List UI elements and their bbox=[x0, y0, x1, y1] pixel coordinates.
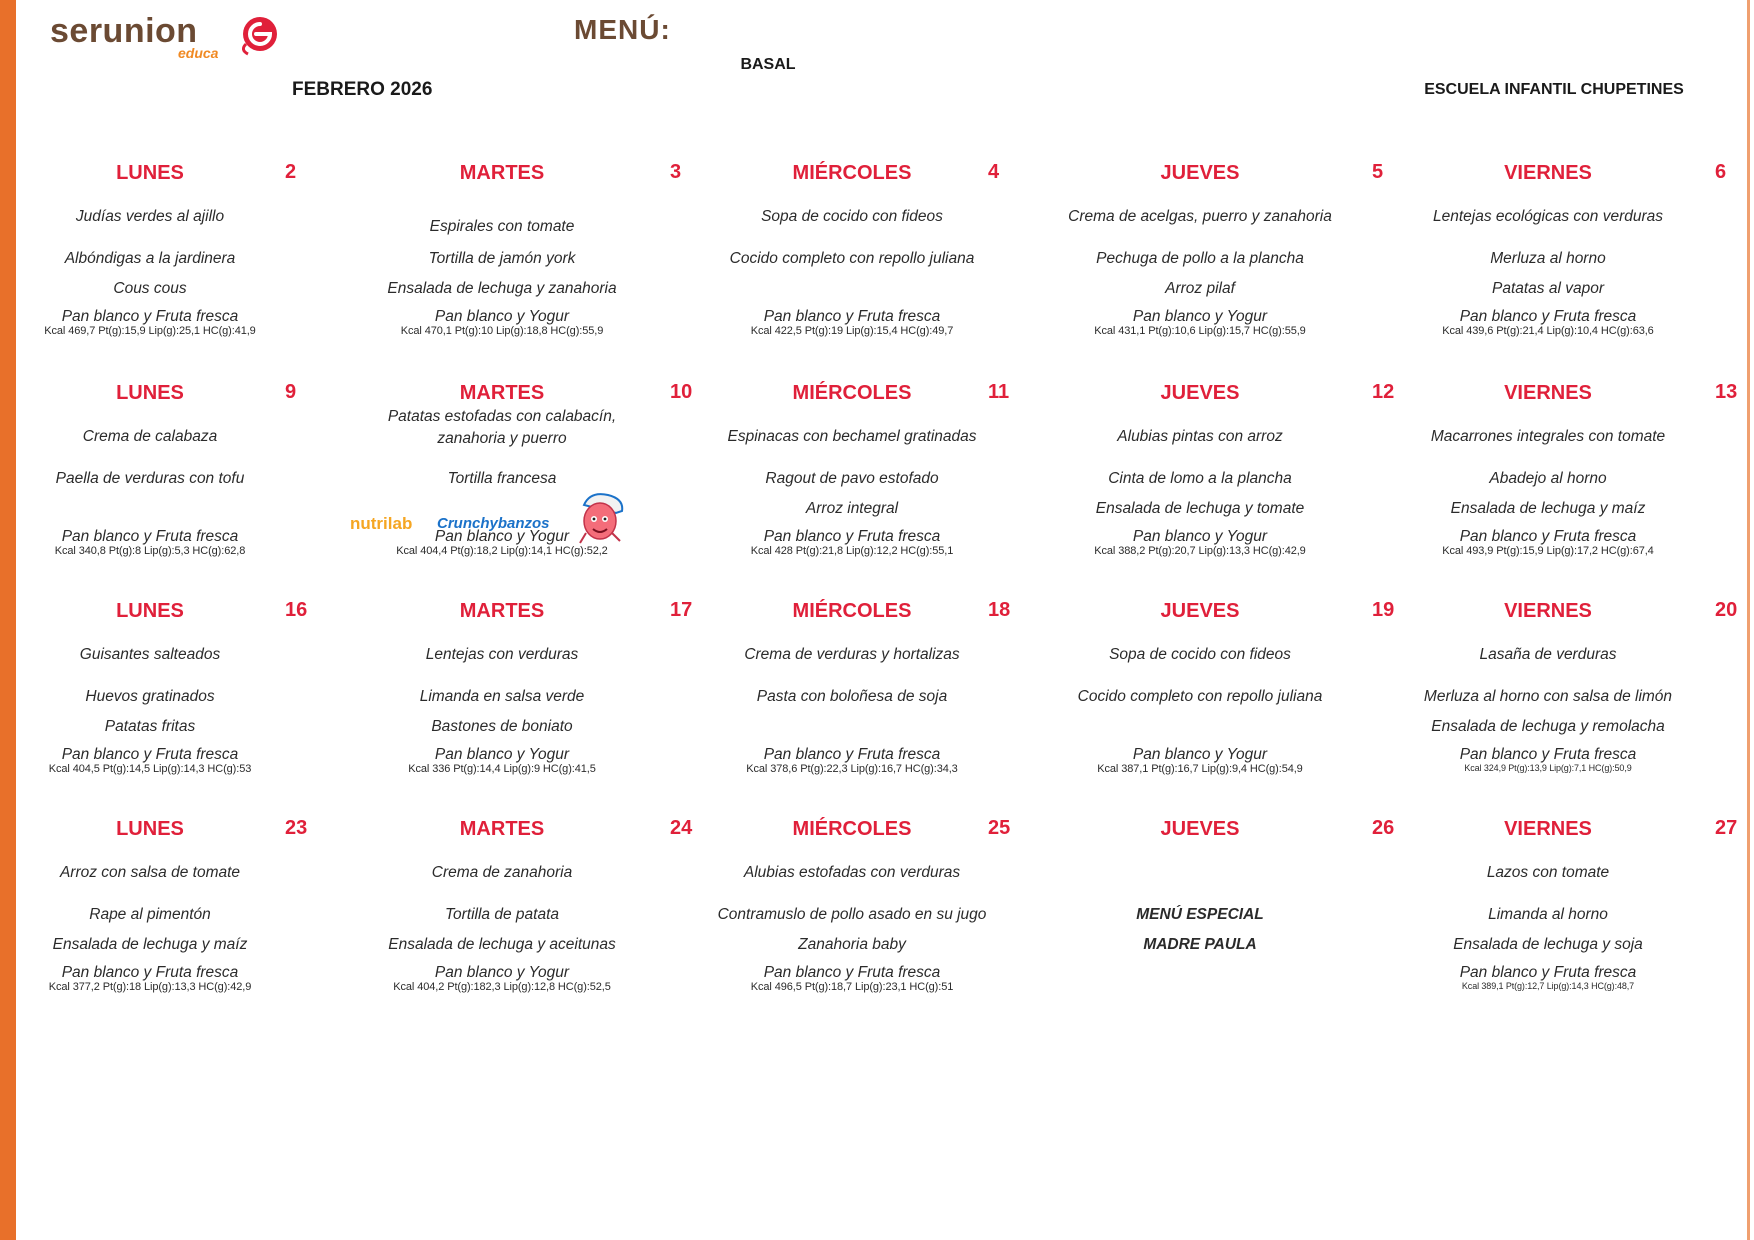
day-number: 23 bbox=[285, 817, 308, 839]
day-cell bbox=[1030, 161, 1384, 362]
day-name: LUNES bbox=[116, 162, 184, 184]
dessert-line: Pan blanco y Yogur bbox=[434, 746, 570, 763]
day-name: JUEVES bbox=[1160, 818, 1240, 840]
nutrilab-text: nutrilab bbox=[350, 514, 413, 533]
swirl-logo-icon bbox=[230, 12, 290, 60]
dessert-line: Pan blanco y Fruta fresca bbox=[61, 308, 239, 325]
day-number: 27 bbox=[1715, 817, 1738, 839]
dish-item: Pechuga de pollo a la plancha bbox=[1096, 250, 1304, 267]
dish-item: Ragout de pavo estofado bbox=[765, 470, 939, 487]
dish-item: Merluza al horno con salsa de limón bbox=[1423, 688, 1673, 705]
day-name: JUEVES bbox=[1160, 382, 1240, 404]
nutrition-info: Kcal 404,2 Pt(g):182,3 Lip(g):12,8 HC(g):52,5 bbox=[393, 981, 611, 993]
dish-item: Huevos gratinados bbox=[85, 688, 215, 705]
dish-item: Lentejas ecológicas con verduras bbox=[1432, 208, 1664, 225]
dish-item: Espirales con tomate bbox=[429, 218, 575, 235]
day-cell bbox=[682, 162, 1022, 362]
nutrition-info: Kcal 431,1 Pt(g):10,6 Lip(g):15,7 HC(g):55,9 bbox=[1094, 325, 1306, 337]
day-number: 2 bbox=[285, 161, 297, 183]
logo-wordmark: serunion bbox=[50, 12, 198, 50]
nutrition-info: Kcal 389,1 Pt(g):12,7 Lip(g):14,3 HC(g):48,7 bbox=[1461, 981, 1635, 991]
dish-item: Cous cous bbox=[113, 280, 187, 297]
day-cell bbox=[332, 381, 693, 582]
dish-item: Alubias pintas con arroz bbox=[1117, 428, 1283, 445]
day-cell bbox=[1378, 599, 1738, 800]
dish-item: Lasaña de verduras bbox=[1479, 646, 1617, 663]
dish-item: Limanda al horno bbox=[1488, 906, 1608, 923]
dish-item: Abadejo al horno bbox=[1489, 470, 1607, 487]
day-name: MARTES bbox=[459, 382, 545, 404]
day-name: VIERNES bbox=[1504, 818, 1592, 840]
dessert-line: Pan blanco y Yogur bbox=[1132, 746, 1268, 763]
day-cell bbox=[1030, 381, 1395, 582]
day-cell bbox=[1378, 817, 1738, 1018]
day-name: MIÉRCOLES bbox=[792, 818, 912, 840]
day-number: 9 bbox=[285, 381, 297, 403]
day-cell bbox=[1030, 599, 1395, 800]
month-label: FEBRERO 2026 bbox=[292, 79, 433, 100]
day-number: 12 bbox=[1372, 381, 1395, 403]
dessert-line: Pan blanco y Fruta fresca bbox=[1459, 308, 1637, 325]
day-cell bbox=[0, 600, 320, 800]
dish-item: Lentejas con verduras bbox=[425, 646, 579, 663]
dish-item: Macarrones integrales con tomate bbox=[1430, 428, 1666, 445]
day-cell bbox=[682, 382, 1022, 582]
day-number: 6 bbox=[1715, 161, 1727, 183]
dish-item: Tortilla francesa bbox=[447, 470, 557, 487]
dish-item: Ensalada de lechuga y soja bbox=[1453, 936, 1643, 953]
nutrition-info: Kcal 439,6 Pt(g):21,4 Lip(g):10,4 HC(g):63,6 bbox=[1442, 325, 1654, 337]
day-cell bbox=[332, 599, 693, 800]
dish-item: Espinacas con bechamel gratinadas bbox=[727, 428, 977, 445]
dessert-line: Pan blanco y Fruta fresca bbox=[763, 746, 941, 763]
dish-item: Sopa de cocido con fideos bbox=[761, 208, 943, 225]
dessert-line: Pan blanco y Fruta fresca bbox=[763, 308, 941, 325]
day-number: 3 bbox=[670, 161, 682, 183]
nutrition-info: Kcal 493,9 Pt(g):15,9 Lip(g):17,2 HC(g):67,4 bbox=[1442, 545, 1654, 557]
dessert-line: Pan blanco y Fruta fresca bbox=[763, 964, 941, 981]
day-number: 5 bbox=[1372, 161, 1384, 183]
day-cell bbox=[1378, 381, 1738, 582]
day-cell bbox=[0, 382, 320, 582]
dish-item: Paella de verduras con tofu bbox=[55, 470, 245, 487]
dish-item: Sopa de cocido con fideos bbox=[1109, 646, 1291, 663]
dish-item: Albóndigas a la jardinera bbox=[64, 250, 236, 267]
dish-item: Zanahoria baby bbox=[798, 936, 906, 953]
day-number: 25 bbox=[988, 817, 1011, 839]
dish-item: Merluza al horno bbox=[1490, 250, 1606, 267]
day-number: 4 bbox=[988, 161, 1000, 183]
nutrition-info: Kcal 496,5 Pt(g):18,7 Lip(g):23,1 HC(g):51 bbox=[750, 981, 954, 993]
nutrition-info: Kcal 336 Pt(g):14,4 Lip(g):9 HC(g):41,5 bbox=[408, 763, 596, 775]
dish-item: Tortilla de jamón york bbox=[428, 250, 576, 267]
dish-item: Ensalada de lechuga y zanahoria bbox=[387, 280, 617, 297]
dish-item: Arroz con salsa de tomate bbox=[59, 864, 241, 881]
dessert-line: Pan blanco y Fruta fresca bbox=[1459, 964, 1637, 981]
day-cell bbox=[332, 161, 682, 362]
day-cell bbox=[1030, 817, 1395, 1018]
dish-item: Cinta de lomo a la plancha bbox=[1108, 470, 1292, 487]
day-name: VIERNES bbox=[1504, 162, 1592, 184]
nutrition-info: Kcal 404,5 Pt(g):14,5 Lip(g):14,3 HC(g):53 bbox=[48, 763, 252, 775]
crunchybanzos-logo: Crunchybanzos bbox=[437, 515, 550, 532]
day-number: 11 bbox=[988, 381, 1010, 403]
promo-banner bbox=[332, 491, 672, 551]
dish-item: Lazos con tomate bbox=[1486, 864, 1610, 881]
day-name: MIÉRCOLES bbox=[792, 162, 912, 184]
dish-item: Patatas al vapor bbox=[1491, 280, 1604, 297]
day-name: MARTES bbox=[459, 600, 545, 622]
nutrition-info: Kcal 340,8 Pt(g):8 Lip(g):5,3 HC(g):62,8 bbox=[54, 545, 246, 557]
nutrilab-logo bbox=[350, 514, 412, 534]
dessert-line: Pan blanco y Yogur bbox=[1132, 308, 1268, 325]
dish-item: Arroz integral bbox=[805, 500, 899, 517]
day-cell bbox=[0, 162, 320, 362]
dish-item: Ensalada de lechuga y maíz bbox=[52, 936, 248, 953]
dessert-line: Pan blanco y Yogur bbox=[434, 964, 570, 981]
dish-item: Crema de verduras y hortalizas bbox=[744, 646, 960, 663]
dish-item: Arroz pilaf bbox=[1165, 280, 1235, 297]
page-edge-right bbox=[1747, 0, 1750, 1240]
nutrition-info: Kcal 378,6 Pt(g):22,3 Lip(g):16,7 HC(g):34,3 bbox=[746, 763, 958, 775]
day-cell bbox=[682, 818, 1022, 1018]
nutrition-info: Kcal 387,1 Pt(g):16,7 Lip(g):9,4 HC(g):54,9 bbox=[1097, 763, 1303, 775]
day-name: MIÉRCOLES bbox=[792, 600, 912, 622]
day-name: LUNES bbox=[116, 600, 184, 622]
day-cell bbox=[0, 818, 320, 1018]
day-number: 20 bbox=[1715, 599, 1738, 621]
dish-item: Patatas fritas bbox=[104, 718, 196, 735]
dessert-line: Pan blanco y Fruta fresca bbox=[763, 528, 941, 545]
day-name: MARTES bbox=[459, 818, 545, 840]
mascot-icon bbox=[572, 487, 630, 549]
dish-item: Ensalada de lechuga y remolacha bbox=[1431, 718, 1665, 735]
dish-item: Ensalada de lechuga y maíz bbox=[1450, 500, 1646, 517]
diet-type: BASAL bbox=[740, 56, 796, 73]
dish-item: Contramuslo de pollo asado en su jugo bbox=[717, 906, 987, 923]
day-name: LUNES bbox=[116, 818, 184, 840]
day-name: LUNES bbox=[116, 382, 184, 404]
dish-item: Crema de zanahoria bbox=[431, 864, 573, 881]
dessert-line: Pan blanco y Fruta fresca bbox=[1459, 528, 1637, 545]
nutrition-info: Kcal 428 Pt(g):21,8 Lip(g):12,2 HC(g):55,1 bbox=[750, 545, 954, 557]
day-name: MARTES bbox=[459, 162, 545, 184]
nutrition-info: Kcal 388,2 Pt(g):20,7 Lip(g):13,3 HC(g):42,9 bbox=[1094, 545, 1306, 557]
day-name: JUEVES bbox=[1160, 162, 1240, 184]
dish-item: Guisantes salteados bbox=[79, 646, 221, 663]
dessert-line: Pan blanco y Yogur bbox=[434, 528, 570, 545]
nutrition-info: Kcal 469,7 Pt(g):15,9 Lip(g):25,1 HC(g):41,9 bbox=[44, 325, 256, 337]
day-name: MIÉRCOLES bbox=[792, 382, 912, 404]
dish-item: Cocido completo con repollo juliana bbox=[729, 250, 975, 267]
dish-item: Alubias estofadas con verduras bbox=[743, 864, 961, 881]
dessert-line: Pan blanco y Yogur bbox=[1132, 528, 1268, 545]
nutrition-info: Kcal 470,1 Pt(g):10 Lip(g):18,8 HC(g):55,9 bbox=[400, 325, 604, 337]
dish-item: Rape al pimentón bbox=[89, 906, 211, 923]
day-number: 13 bbox=[1715, 381, 1738, 403]
dish-item: Tortilla de patata bbox=[444, 906, 560, 923]
dish-item: Crema de calabaza bbox=[82, 428, 218, 445]
day-number: 26 bbox=[1372, 817, 1395, 839]
nutrition-info: Kcal 324,9 Pt(g):13,9 Lip(g):7,1 HC(g):50,9 bbox=[1464, 763, 1632, 773]
dessert-line: Pan blanco y Yogur bbox=[434, 308, 570, 325]
nutrition-info: Kcal 377,2 Pt(g):18 Lip(g):13,3 HC(g):42,9 bbox=[48, 981, 252, 993]
dish-item: Crema de acelgas, puerro y zanahoria bbox=[1068, 208, 1332, 225]
dessert-line: Pan blanco y Fruta fresca bbox=[61, 964, 239, 981]
menu-title: MENÚ: bbox=[574, 14, 671, 45]
dessert-line: Pan blanco y Fruta fresca bbox=[61, 746, 239, 763]
day-name: VIERNES bbox=[1504, 382, 1592, 404]
dish-item: Bastones de boniato bbox=[431, 718, 573, 735]
dish-item: Pasta con boloñesa de soja bbox=[756, 688, 948, 705]
dish-item: Ensalada de lechuga y aceitunas bbox=[388, 936, 616, 953]
day-number: 18 bbox=[988, 599, 1011, 621]
day-number: 17 bbox=[670, 599, 693, 621]
dish-item: Limanda en salsa verde bbox=[419, 688, 585, 705]
dish-item: Judías verdes al ajillo bbox=[75, 208, 225, 225]
logo-subtitle: educa bbox=[178, 45, 219, 61]
dessert-line: Pan blanco y Fruta fresca bbox=[61, 528, 239, 545]
day-cell bbox=[332, 817, 693, 1018]
day-name: VIERNES bbox=[1504, 600, 1592, 622]
day-number: 24 bbox=[670, 817, 693, 839]
day-cell bbox=[682, 600, 1022, 800]
day-cell bbox=[1378, 161, 1727, 362]
special-menu-line: MENÚ ESPECIAL bbox=[1136, 906, 1264, 923]
dish-item: Ensalada de lechuga y tomate bbox=[1095, 500, 1305, 517]
school-name: ESCUELA INFANTIL CHUPETINES bbox=[1424, 81, 1684, 98]
dessert-line: Pan blanco y Fruta fresca bbox=[1459, 746, 1637, 763]
nutrition-info: Kcal 404,4 Pt(g):18,2 Lip(g):14,1 HC(g):52,2 bbox=[396, 545, 608, 557]
serunion-logo bbox=[50, 12, 290, 62]
special-menu-line: MADRE PAULA bbox=[1143, 936, 1257, 953]
day-number: 10 bbox=[670, 381, 693, 403]
day-number: 19 bbox=[1372, 599, 1395, 621]
nutrition-info: Kcal 422,5 Pt(g):19 Lip(g):15,4 HC(g):49,7 bbox=[750, 325, 954, 337]
dish-item: Patatas estofadas con calabacín, zanahoria y puerro bbox=[387, 408, 617, 447]
day-name: JUEVES bbox=[1160, 600, 1240, 622]
day-number: 16 bbox=[285, 599, 308, 621]
dish-item: Cocido completo con repollo juliana bbox=[1077, 688, 1323, 705]
